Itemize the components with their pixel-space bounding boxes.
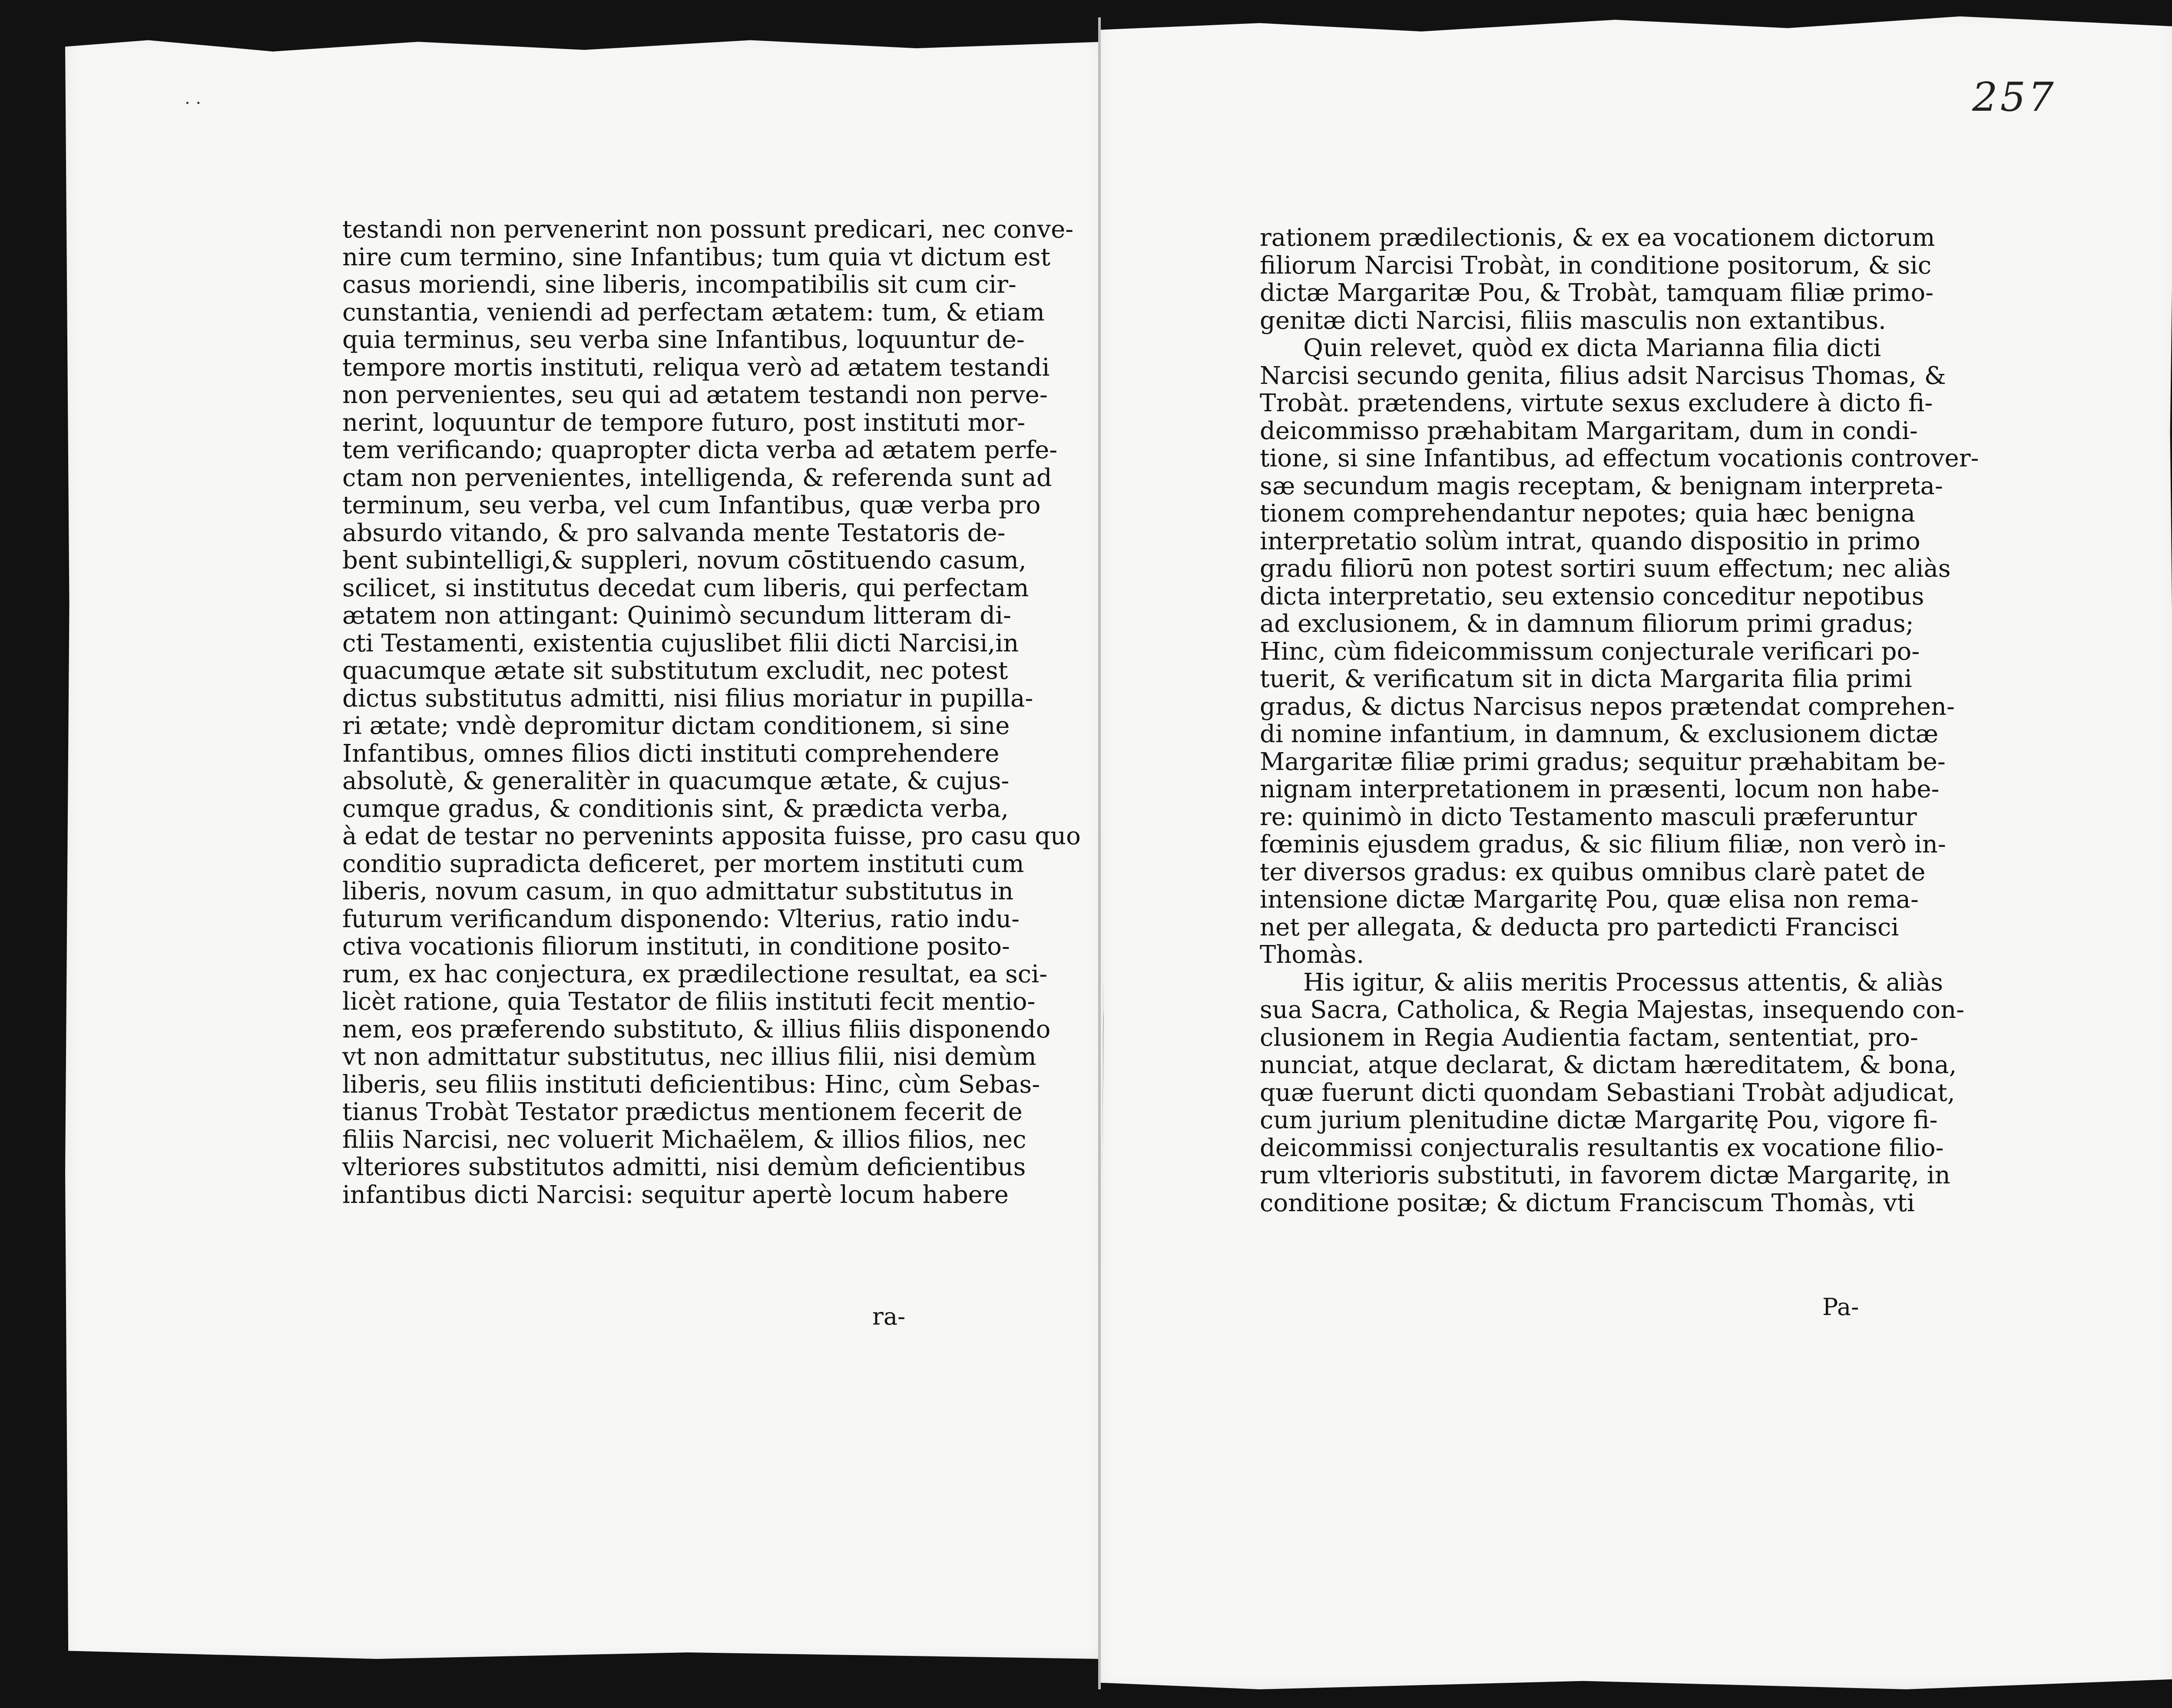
text-line: nem, eos præferendo substituto, & illius filiis disponendo [342,1015,1051,1044]
text-line: deicommisso præhabitam Margaritam, dum in condi- [1260,416,1918,445]
text-line: net per allegata, & deducta pro partedicti Francisci [1260,913,1899,942]
text-line: dictus substitutus admitti, nisi filius moriatur in pupilla- [342,684,1033,713]
text-line: conditione positæ; & dictum Franciscum Thomàs, vti [1260,1189,1915,1217]
text-line: ri ætate; vndè depromitur dictam conditionem, si sine [342,712,1010,740]
text-line: vt non admittatur substitutus, nec illius filii, nisi demùm [342,1043,1036,1071]
text-line: deicommissi conjecturalis resultantis ex vocatione filio- [1260,1133,1944,1162]
text-line: gradus, & dictus Narcisus nepos prætendat comprehen- [1260,692,1955,721]
text-line: di nomine infantium, in damnum, & exclusionem dictæ [1260,720,1939,748]
right-catchword: Pa- [1822,1293,1859,1321]
text-line: ætatem non attingant: Quinimò secundum litteram di- [342,601,1011,630]
text-line: ad exclusionem, & in damnum filiorum primi gradus; [1260,610,1914,638]
text-line: genitæ dicti Narcisi, filiis masculis non extantibus. [1260,306,1886,335]
text-line: testandi non pervenerint non possunt predicari, nec conve- [342,215,1074,244]
text-line: tempore mortis instituti, reliqua verò ad ætatem testandi [342,353,1050,382]
text-line: conditio supradicta deficeret, per mortem instituti cum [342,849,1024,878]
right-text-column [1260,224,1979,1217]
text-line: quæ fuerunt dicti quondam Sebastiani Trobàt adjudicat, [1260,1078,1955,1107]
text-line: Thomàs. [1260,941,1364,969]
text-line: scilicet, si institutus decedat cum liberis, qui perfectam [342,574,1029,602]
text-line: Infantibus, omnes filios dicti instituti comprehendere [342,739,1000,768]
text-line: re: quinimò in dicto Testamento masculi præferuntur [1260,803,1917,831]
text-line: Quin relevet, quòd ex dicta Marianna filia dicti [1303,334,1881,362]
text-line: futurum verificandum disponendo: Vlterius, ratio indu- [342,905,1020,933]
page-gutter [1098,17,1101,1689]
text-line: tem verificando; quapropter dicta verba ad ætatem perfe- [342,436,1058,464]
text-line: cti Testamenti, existentia cujuslibet filii dicti Narcisi,in [342,629,1019,657]
text-line: quacumque ætate sit substitutum excludit, nec potest [342,657,1008,685]
text-line: licèt ratione, quia Testator de filiis instituti fecit mentio- [342,988,1036,1016]
text-line: sæ secundum magis receptam, & benignam interpreta- [1260,472,1943,500]
text-line: sua Sacra, Catholica, & Regia Majestas, insequendo con- [1260,996,1965,1024]
text-line: infantibus dicti Narcisi: sequitur apertè locum habere [342,1180,1009,1209]
text-line: liberis, novum casum, in quo admittatur substitutus in [342,877,1013,905]
text-line: tuerit, & verificatum sit in dicta Margarita filia primi [1260,665,1912,693]
text-line: terminum, seu verba, vel cum Infantibus, quæ verba pro [342,491,1041,519]
text-line: intensione dictæ Margaritę Pou, quæ elisa non rema- [1260,885,1919,914]
text-line: rationem prædilectionis, & ex ea vocationem dictorum [1260,224,1935,252]
text-line: Narcisi secundo genita, filius adsit Narcisus Thomas, & [1260,361,1946,390]
text-line: tianus Trobàt Testator prædictus mentionem fecerit de [342,1098,1023,1126]
text-line: absurdo vitando, & pro salvanda mente Testatoris de- [342,519,1006,547]
text-line: cumque gradus, & conditionis sint, & prædicta verba, [342,794,1009,823]
text-line: casus moriendi, sine liberis, incompatibilis sit cum cir- [342,271,1016,299]
text-line: tionem comprehendantur nepotes; quia hæc benigna [1260,499,1915,528]
text-line: cunstantia, veniendi ad perfectam ætatem: tum, & etiam [342,298,1045,327]
text-line: nerint, loquuntur de tempore futuro, post instituti mor- [342,408,1026,437]
text-line: Trobàt. prætendens, virtute sexus excludere à dicto fi- [1260,389,1933,417]
text-line: nignam interpretationem in præsenti, locum non habe- [1260,775,1940,803]
text-line: cum jurium plenitudine dictæ Margaritę Pou, vigore fi- [1260,1106,1938,1134]
text-line: à edat de testar no pervenints apposita fuisse, pro casu quo [342,822,1081,850]
text-line: nunciat, atque declarat, & dictam hæreditatem, & bona, [1260,1051,1957,1079]
text-line: ctiva vocationis filiorum instituti, in conditione posito- [342,932,1010,961]
text-line: filiorum Narcisi Trobàt, in conditione positorum, & sic [1260,251,1932,280]
text-line: filiis Narcisi, nec voluerit Michaëlem, & illios filios, nec [342,1125,1026,1154]
text-line: nire cum termino, sine Infantibus; tum quia vt dictum est [342,243,1050,271]
folio-number: 257 [1972,74,2056,120]
left-catchword: ra- [872,1303,906,1330]
text-line: clusionem in Regia Audientia factam, sententiat, pro- [1260,1023,1918,1052]
text-line: dicta interpretatio, seu extensio conceditur nepotibus [1260,582,1924,611]
text-line: non pervenientes, seu qui ad ætatem testandi non perve- [342,381,1048,409]
text-line: rum vlterioris substituti, in favorem dictæ Margaritę, in [1260,1161,1950,1189]
left-text-column [342,215,1081,1209]
text-line: ctam non pervenientes, intelligenda, & referenda sunt ad [342,463,1052,492]
text-line: gradu filiorū non potest sortiri suum effectum; nec aliàs [1260,555,1951,583]
text-line: dictæ Margaritæ Pou, & Trobàt, tamquam filiæ primo- [1260,279,1934,307]
text-line: Hinc, cùm fideicommissum conjecturale verificari po- [1260,637,1920,666]
text-line: quia terminus, seu verba sine Infantibus, loquuntur de- [342,326,1025,354]
text-line: rum, ex hac conjectura, ex prædilectione resultat, ea sci- [342,960,1047,988]
text-line: Margaritæ filiæ primi gradus; sequitur præhabitam be- [1260,747,1946,776]
text-line: tione, si sine Infantibus, ad effectum vocationis controver- [1260,444,1979,472]
ink-specks: · · [185,93,202,113]
text-line: absolutè, & generalitèr in quacumque ætate, & cujus- [342,767,1010,795]
text-line: bent subintelligi,& suppleri, novum cōstituendo casum, [342,546,1026,575]
text-line: liberis, seu filiis instituti deficientibus: Hinc, cùm Sebas- [342,1070,1040,1099]
text-line: interpretatio solùm intrat, quando dispositio in primo [1260,527,1920,555]
text-line: fœminis ejusdem gradus, & sic filium filiæ, non verò in- [1260,830,1946,859]
text-line: ter diversos gradus: ex quibus omnibus clarè patet de [1260,858,1926,886]
text-line: His igitur, & aliis meritis Processus attentis, & aliàs [1303,968,1944,997]
text-line: vlteriores substitutos admitti, nisi demùm deficientibus [342,1153,1026,1181]
